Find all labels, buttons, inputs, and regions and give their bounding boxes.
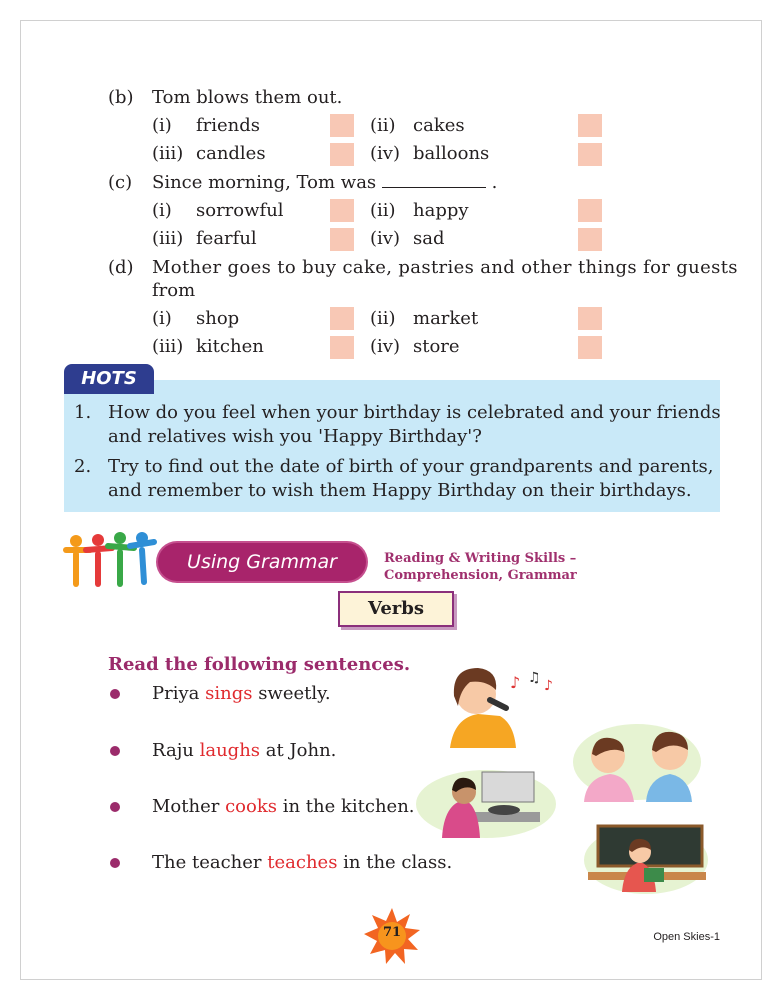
answer-box[interactable] <box>330 143 354 166</box>
answer-box[interactable] <box>330 228 354 251</box>
option-num: (i) <box>152 115 172 136</box>
hots-item-text: How do you feel when your birthday is celebrated and your friends <box>108 402 721 423</box>
bullet-icon <box>110 802 120 812</box>
answer-box[interactable] <box>330 114 354 137</box>
sentence-start: The teacher <box>152 852 268 873</box>
answer-box[interactable] <box>578 307 602 330</box>
girl-singing-illustration <box>440 660 560 748</box>
sentence-start: Priya <box>152 683 206 704</box>
svg-text:♪: ♪ <box>544 678 553 694</box>
question-c-text-after: . <box>491 172 498 193</box>
skills-line-1: Reading & Writing Skills – <box>384 551 577 566</box>
using-grammar-banner <box>158 543 366 581</box>
verb-word: sings <box>205 683 253 704</box>
answer-box[interactable] <box>578 114 602 137</box>
question-d-label: (d) <box>108 257 134 278</box>
bullet-icon <box>110 858 120 868</box>
option-num: (i) <box>152 200 172 221</box>
option-text: friends <box>196 115 261 136</box>
question-c-text <box>152 172 497 194</box>
svg-text:♫: ♫ <box>528 670 541 686</box>
hots-item-num: 1. <box>74 402 92 423</box>
option-text: store <box>413 336 460 357</box>
page-number: 71 <box>382 925 402 940</box>
answer-box[interactable] <box>578 228 602 251</box>
option-num: (ii) <box>370 200 396 221</box>
teacher-teaching-illustration <box>584 822 708 894</box>
option-text: market <box>413 308 479 329</box>
topic-verbs: Verbs <box>338 591 454 627</box>
bullet-icon <box>110 746 120 756</box>
sentence-start: Raju <box>152 740 200 761</box>
question-c-text-before: Since morning, Tom was <box>152 172 377 193</box>
option-text: sorrowful <box>196 200 284 221</box>
kids-figures-icon <box>62 532 158 590</box>
book-title: Open Skies-1 <box>653 931 720 943</box>
option-text: sad <box>413 228 445 249</box>
question-b-text: Tom blows them out. <box>152 87 343 108</box>
option-num: (iv) <box>370 143 400 164</box>
skills-line-2: Comprehension, Grammar <box>384 568 577 583</box>
option-num: (iii) <box>152 336 184 357</box>
hots-item-num: 2. <box>74 456 92 477</box>
sentence-end: at John. <box>260 740 337 761</box>
mother-cooking-illustration <box>416 768 556 838</box>
question-d-text-cont: from <box>152 280 196 301</box>
boys-laughing-illustration <box>572 712 702 802</box>
answer-box[interactable] <box>578 143 602 166</box>
section-title: Read the following sentences. <box>108 654 411 675</box>
option-text: fearful <box>196 228 257 249</box>
answer-box[interactable] <box>330 307 354 330</box>
svg-text:♪: ♪ <box>510 673 521 692</box>
hots-tab: HOTS <box>64 364 154 394</box>
option-num: (iii) <box>152 228 184 249</box>
hots-item-text-cont: and relatives wish you 'Happy Birthday'? <box>108 426 482 447</box>
option-num: (ii) <box>370 308 396 329</box>
answer-box[interactable] <box>330 336 354 359</box>
sentence <box>152 852 452 874</box>
option-text: happy <box>413 200 469 221</box>
verb-word: teaches <box>267 852 338 873</box>
sentence <box>152 796 415 818</box>
fill-blank[interactable] <box>382 173 486 188</box>
hots-item-text-cont: and remember to wish them Happy Birthday on their birthdays. <box>108 480 692 501</box>
sentence-start: Mother <box>152 796 226 817</box>
sentence <box>152 683 331 705</box>
option-text: candles <box>196 143 266 164</box>
answer-box[interactable] <box>330 199 354 222</box>
bullet-icon <box>110 689 120 699</box>
option-num: (iv) <box>370 228 400 249</box>
sentence-end: in the kitchen. <box>276 796 415 817</box>
option-num: (i) <box>152 308 172 329</box>
option-text: shop <box>196 308 240 329</box>
sentence <box>152 740 336 762</box>
hots-item-text: Try to find out the date of birth of your grandparents and parents, <box>108 456 714 477</box>
question-c-label: (c) <box>108 172 133 193</box>
option-num: (iv) <box>370 336 400 357</box>
option-text: cakes <box>413 115 465 136</box>
option-text: balloons <box>413 143 490 164</box>
sentence-end: in the class. <box>337 852 453 873</box>
answer-box[interactable] <box>578 336 602 359</box>
verb-word: laughs <box>199 740 261 761</box>
option-num: (ii) <box>370 115 396 136</box>
option-text: kitchen <box>196 336 264 357</box>
question-b-label: (b) <box>108 87 134 108</box>
sentence-end: sweetly. <box>252 683 331 704</box>
using-grammar-label: Using Grammar <box>187 551 337 573</box>
verb-word: cooks <box>225 796 277 817</box>
option-num: (iii) <box>152 143 184 164</box>
question-d-text: Mother goes to buy cake, pastries and other things for guests <box>152 257 738 278</box>
answer-box[interactable] <box>578 199 602 222</box>
